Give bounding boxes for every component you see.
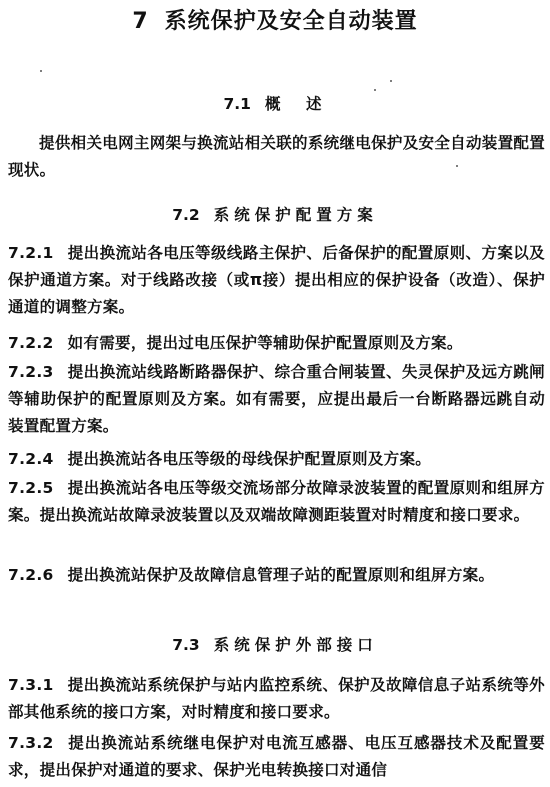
chapter-title-text: 系统保护及安全自动装置 <box>164 9 418 34</box>
clause-number: 7.2.2 <box>8 334 54 352</box>
section-heading-7-1 <box>0 92 550 114</box>
clause-7-2-5 <box>8 475 545 529</box>
scan-speck <box>390 80 392 82</box>
clause-number: 7.2.3 <box>8 363 54 381</box>
clause-7-3-1 <box>8 672 545 726</box>
section-number: 7.1 <box>223 95 251 113</box>
clause-7-3-2 <box>8 730 545 784</box>
clause-text: 提出换流站各电压等级交流场部分故障录波装置的配置原则和组屏方案。提出换流站故障录波装置以及双端故障测距装置对时精度和接口要求。 <box>8 479 545 524</box>
clause-number: 7.3.1 <box>8 676 54 694</box>
clause-number: 7.2.1 <box>8 244 54 262</box>
section-number: 7.2 <box>172 206 200 224</box>
clause-number: 7.2.6 <box>8 566 54 584</box>
clause-number: 7.3.2 <box>8 734 54 752</box>
clause-7-2-2 <box>8 330 545 357</box>
section-title: 系统保护外部接口 <box>213 636 378 654</box>
clause-text: 提出换流站保护及故障信息管理子站的配置原则和组屏方案。 <box>67 566 495 584</box>
scan-speck <box>40 70 42 72</box>
clause-text: 提出换流站线路断路器保护、综合重合闸装置、失灵保护及远方跳闸等辅助保护的配置原则及方案。如有需要，应提出最后一台断路器远跳自动装置配置方案。 <box>8 363 545 435</box>
scan-speck <box>374 89 376 91</box>
section-heading-7-3 <box>0 633 550 655</box>
clause-number: 7.2.5 <box>8 479 54 497</box>
section-title: 系统保护配置方案 <box>213 206 378 224</box>
clause-text: 提出换流站各电压等级线路主保护、后备保护的配置原则、方案以及保护通道方案。对于线路改接（或π接）提出相应的保护设备（改造）、保护通道的调整方案。 <box>8 244 545 316</box>
chapter-title <box>0 4 550 35</box>
section-title: 概 述 <box>264 95 327 113</box>
clause-text: 提出换流站系统继电保护对电流互感器、电压互感器技术及配置要求，提出保护对通道的要求、保护光电转换接口对通信 <box>8 734 545 779</box>
section-heading-7-2 <box>0 203 550 225</box>
paragraph-7-1: 提供相关电网主网架与换流站相关联的系统继电保护及安全自动装置配置现状。 <box>8 134 545 179</box>
clause-text: 提出换流站各电压等级的母线保护配置原则及方案。 <box>67 450 432 468</box>
section-number: 7.3 <box>172 636 200 654</box>
scan-speck <box>456 165 458 167</box>
clause-text: 如有需要，提出过电压保护等辅助保护配置原则及方案。 <box>67 334 463 352</box>
clause-7-2-1 <box>8 240 545 321</box>
clause-7-2-6 <box>8 562 545 589</box>
clause-7-2-4 <box>8 446 545 473</box>
chapter-number: 7 <box>132 9 149 34</box>
clause-text: 提出换流站系统保护与站内监控系统、保护及故障信息子站系统等外部其他系统的接口方案，对时精度和接口要求。 <box>8 676 545 721</box>
clause-number: 7.2.4 <box>8 450 54 468</box>
clause-7-2-3 <box>8 359 545 440</box>
